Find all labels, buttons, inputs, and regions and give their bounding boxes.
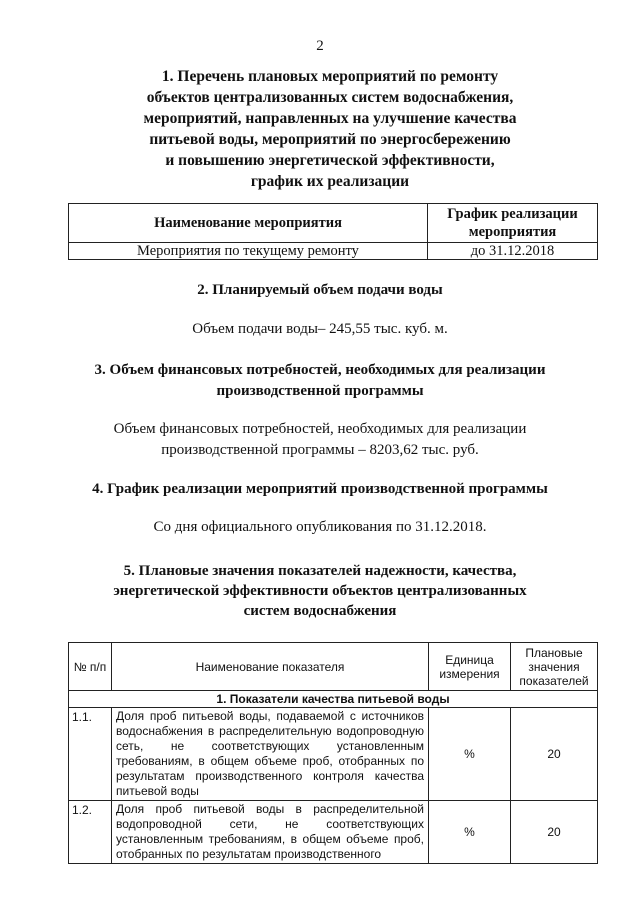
header-number: № п/п [69, 643, 112, 691]
section3-text [0, 419, 640, 461]
section3-text-line: производственной программы – 8203,62 тыс. руб. [161, 442, 479, 458]
header-indicator-name: Наименование показателя [112, 643, 429, 691]
cell-value: 20 [511, 801, 598, 864]
section4-text: Со дня официального опубликования по 31.12.2018. [153, 519, 487, 535]
cell-number: 1.1. [69, 708, 112, 801]
header-unit: Единица измерения [429, 643, 511, 691]
header-schedule: График реализации мероприятия [428, 204, 598, 243]
section3-title-line: 3. Объем финансовых потребностей, необходимых для реализации [94, 362, 546, 378]
subheader-water-quality: 1. Показатели качества питьевой воды [69, 691, 598, 708]
header-planned-values: Плановые значения показателей [511, 643, 598, 691]
section1-title-line: питьевой воды, мероприятий по энергосбережению [149, 131, 511, 148]
section5-title-line: энергетической эффективности объектов централизованных [113, 583, 527, 599]
cell-unit: % [429, 708, 511, 801]
section2-title: 2. Планируемый объем подачи воды [197, 282, 443, 298]
cell-deadline: до 31.12.2018 [428, 243, 598, 260]
cell-value: 20 [511, 708, 598, 801]
section3-title-line: производственной программы [216, 383, 424, 399]
cell-activity: Мероприятия по текущему ремонту [69, 243, 428, 260]
table-subheader-row [69, 691, 598, 708]
table-row [69, 801, 598, 864]
section5-title-line: 5. Плановые значения показателей надежности, качества, [123, 563, 517, 579]
section3-text-line: Объем финансовых потребностей, необходимых для реализации [113, 421, 527, 437]
section1-title-line: график их реализации [250, 173, 410, 190]
section2-text: Объем подачи воды– 245,55 тыс. куб. м. [192, 321, 448, 337]
section1-title-line: объектов централизованных систем водоснабжения, [146, 89, 514, 106]
section1-title [110, 66, 550, 192]
section1-title-line: и повышению энергетической эффективности, [165, 152, 495, 169]
cell-unit: % [429, 801, 511, 864]
section1-title-line: мероприятий, направленных на улучшение качества [143, 110, 517, 127]
cell-number: 1.2. [69, 801, 112, 864]
table-header-row [69, 204, 598, 243]
section1-title-line: 1. Перечень плановых мероприятий по ремонту [161, 68, 499, 85]
section5-title [0, 561, 640, 621]
table-row [69, 243, 598, 260]
cell-indicator-name: Доля проб питьевой воды, подаваемой с источников водоснабжения в распределительную водопроводную сеть, не соответствующих установленным требованиям, в общем объеме проб, отобранных по результатам производственного контроля качества питьевой воды [112, 708, 429, 801]
page-number: 2 [316, 38, 324, 54]
table-header-row [69, 643, 598, 691]
indicators-table [68, 642, 598, 864]
activities-table [68, 203, 598, 260]
section4-title: 4. График реализации мероприятий производственной программы [92, 481, 548, 497]
table-row [69, 708, 598, 801]
header-activity-name: Наименование мероприятия [69, 204, 428, 243]
section3-title [0, 360, 640, 402]
cell-indicator-name: Доля проб питьевой воды в распределительной водопроводной сети, не соответствующих установленным требованиям, в общем объеме проб, отобранных по результатам производственного [112, 801, 429, 864]
section5-title-line: систем водоснабжения [243, 603, 397, 619]
